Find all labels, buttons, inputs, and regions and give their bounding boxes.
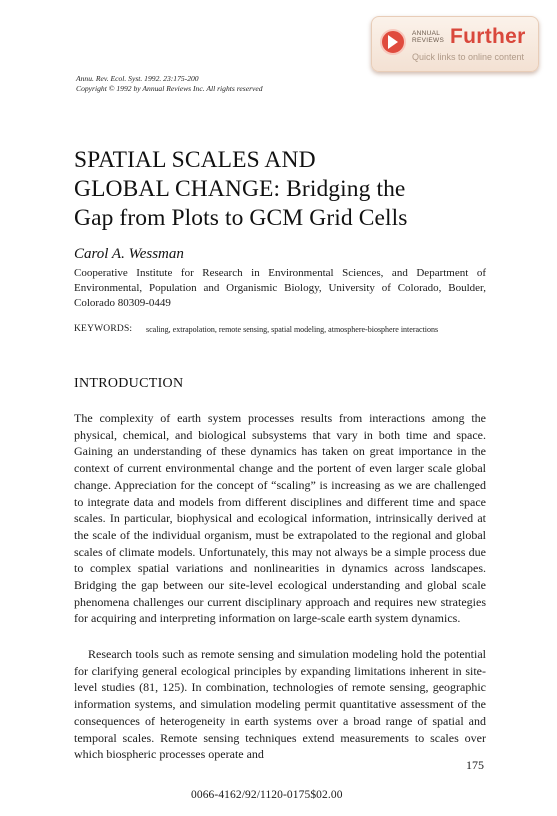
title-line: Gap from Plots to GCM Grid Cells: [74, 205, 408, 231]
badge-publisher: [412, 30, 444, 44]
body-paragraph: Research tools such as remote sensing and simulation modeling hold the potential for clarifying general ecological principles by expanding limitations inherent in site-level studies (81, 125). In combination, technologies of remote sensing, geographic information systems, and simulation modeling permit quantitative assessment of the consequences of heterogeneity in earth systems over a broad range of spatial and temporal scales. Remote sensing techniques extend measurements to scales over which biospheric processes operate and: [74, 647, 486, 762]
body-paragraph: The complexity of earth system processes results from interactions among the physical, chemical, and biological subsystems that vary in both time and space. Gaining an understanding of these dynamics has taken on great importance in the context of current environmental change and the portent of even larger scale global change. Appreciation for the concept of “scaling” is increasing as we are challenged to integrate data and models from different disciplines and different time and space scales. In particular, biophysical and ecological information, intrinsically derived at the scale of the individual organism, must be extrapolated to the regional and global scales of climate models. Unfortunately, this may not always be a simple process due to complex spatial variations and nonlinearities in dynamics across landscapes. Bridging the gap between our site-level ecological understanding and global scale phenomena challenges our current disciplinary approach and requires new strategies for acquiring and interpreting information on large-scale earth system dynamics.: [74, 411, 486, 626]
journal-citation: [76, 74, 263, 94]
arrow-icon: [380, 29, 406, 55]
section-heading: INTRODUCTION: [74, 376, 184, 391]
author-affiliation: Cooperative Institute for Research in Environmental Sciences, and Department of Environmental, Population and Organismic Biology, University of Colorado, Boulder, Colorado 80309-0449: [74, 267, 486, 309]
badge-tagline: Quick links to online content: [412, 52, 525, 62]
author-name: Carol A. Wessman: [74, 246, 184, 262]
badge-further-text: Further: [450, 25, 526, 48]
further-badge[interactable]: [371, 16, 539, 72]
citation-line: Annu. Rev. Ecol. Syst. 1992. 23:175-200: [76, 74, 199, 83]
keywords-list: scaling, extrapolation, remote sensing, spatial modeling, atmosphere-biosphere interactions: [146, 325, 439, 334]
arrow-glyph: [388, 35, 398, 49]
keywords-label: KEYWORDS:: [74, 324, 133, 334]
title-line: SPATIAL SCALES AND: [74, 147, 316, 173]
page-number: 175: [466, 758, 484, 772]
badge-annual-text: ANNUAL: [412, 30, 441, 37]
copyright-line: Copyright © 1992 by Annual Reviews Inc. All rights reserved: [76, 84, 263, 93]
article-title: [74, 146, 408, 233]
badge-reviews-text: REVIEWS: [412, 37, 445, 44]
title-line: GLOBAL CHANGE: Bridging the: [74, 176, 406, 202]
footer-code: 0066-4162/92/1120-0175$02.00: [191, 789, 343, 801]
